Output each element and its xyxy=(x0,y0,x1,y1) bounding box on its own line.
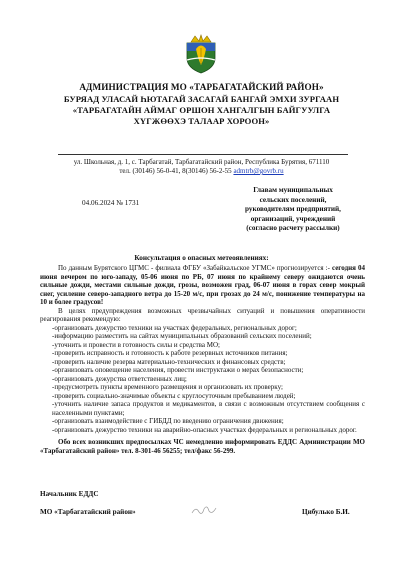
signatory-name: Цибулько Б.И. xyxy=(302,508,350,516)
header-divider xyxy=(58,154,348,155)
recipient-line: сельских поселений, xyxy=(259,195,327,204)
registration-number: 04.06.2024 № 1731 xyxy=(82,199,140,207)
measure-item: -уточнить наличие запаса продуктов и медикаментов, в связи с возможным отсутствием сообщения с населенными пунктами; xyxy=(52,400,365,417)
measure-item: -уточнить и провести в готовность силы и средства МО; xyxy=(52,340,220,349)
header-line-2: БУРЯАД УЛАСАЙ ҺЮТАГАЙ ЗАСАГАЙ БАНГАЙ ЭМХИ ЗУРГААН xyxy=(63,94,340,104)
measure-item: -проверить исправность и готовность к работе резервных источников питания; xyxy=(52,349,288,357)
forecast-text: сегодня 04 июня вечером по юго-западу, 05-06 июня по РБ, 07 июня по крайнему северу ожидаются очень сильные дожди, местами сильные дожди, грозы, возможен град, 06-07 июня в горах север мокрый снег, усиление северо-западного ветра до 15-20 м/с, при грозах до 24 м/с, понижение температуры на 10 и более градусов! xyxy=(40,264,365,306)
document-body xyxy=(40,264,365,455)
measure-item: -организовать дежурства ответственных лиц; xyxy=(52,374,187,383)
document-title: Консультация о опасных метеоявлениях: xyxy=(134,254,269,262)
header-line-4: ХҮГЖӨӨХЭ ТАЛААР ХОРООН» xyxy=(133,116,270,126)
signatory-position: Начальник ЕДДС xyxy=(40,490,99,498)
recipient-line: (согласно расчету рассылки) xyxy=(246,224,340,233)
measure-item: -проверить социально-значимые объекты с круглосуточным пребыванием людей; xyxy=(52,391,296,400)
measure-item: -организовать дежурство техники на участках федеральных, региональных дорог; xyxy=(52,323,297,332)
measure-item: -информацию разместить на сайтах муниципальных образований сельских поселений; xyxy=(52,332,312,340)
intro-prefix: По данным Бурятского ЦГМС - филиала ФГБУ «Забайкальское УГМС» прогнозируется :- xyxy=(58,264,332,272)
handwritten-signature xyxy=(190,503,218,517)
address-line: ул. Школьная, д. 1, с. Тарбагатай, Тарбагатайский район, Республика Бурятия, 671110 xyxy=(73,158,330,166)
measure-item: -проверить наличие резерва материально-технических и финансовых средств; xyxy=(52,357,286,366)
measure-item: -предусмотреть пункты временного размещения и организовать их проверку; xyxy=(52,383,283,391)
measure-item: -организовать дежурство техники на аварийно-опасных участках федеральных и региональных дорог. xyxy=(52,425,357,434)
header-line-3: «ТАРБАГАТАЙН АЙМАГ ОРШОН ХАНГАЛГЫН БАЙГУУЛГА xyxy=(72,105,331,115)
header-line-1: АДМИНИСТРАЦИЯ МО «ТАРБАГАТАЙСКИЙ РАЙОН» xyxy=(79,82,324,92)
recipient-line: организаций, учреждений xyxy=(250,214,336,223)
intro-paragraph xyxy=(40,264,365,307)
closing-paragraph: Обо всех возникших предпосылках ЧС немедленно информировать ЕДДС Администрации МО «Тарбагатайский район» тел. 8-301-46 56255; тел/факс 56-299. xyxy=(40,438,365,455)
recipient-line: руководителям предприятий, xyxy=(245,205,341,214)
recipient-block xyxy=(218,186,368,234)
measure-item: -организовать взаимодействие с ГИБДД по введению ограничения движения; xyxy=(52,417,284,425)
signatory-organization: МО «Тарбагатайский район» xyxy=(40,508,136,516)
measures-intro: В целях предупреждения возможных чрезвычайных ситуаций и повышения оперативности реагирования рекомендую: xyxy=(40,306,365,323)
recipient-line: Главам муниципальных xyxy=(253,186,333,194)
coat-of-arms-emblem xyxy=(183,34,219,74)
contacts-line xyxy=(40,167,363,176)
email-link[interactable]: admtrb@govrb.ru xyxy=(233,167,284,175)
phone-text: тел. (30146) 56-0-41, 8(30146) 56-2-55 xyxy=(119,167,234,175)
measure-item: -организовать оповещение населения, провести инструктажи о мерах безопасности; xyxy=(52,366,304,374)
